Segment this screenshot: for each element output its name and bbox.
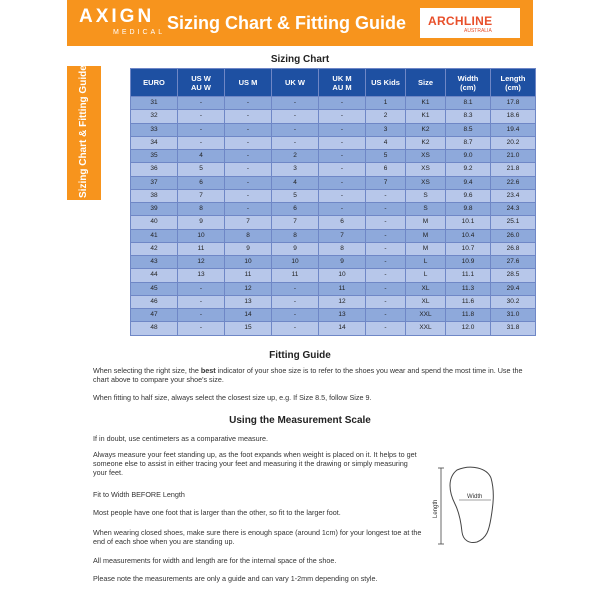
table-cell: M: [406, 242, 446, 255]
table-cell: 12: [319, 295, 366, 308]
sizing-chart-title: Sizing Chart: [270, 54, 330, 65]
table-cell: 7: [225, 216, 272, 229]
table-cell: -: [366, 242, 406, 255]
table-cell: 38: [131, 189, 178, 202]
table-cell: -: [366, 269, 406, 282]
table-cell: 13: [319, 309, 366, 322]
archline-logo: [420, 8, 520, 38]
measurement-title: Using the Measurement Scale: [229, 415, 371, 426]
table-cell: 7: [319, 229, 366, 242]
table-row: [131, 189, 536, 202]
table-cell: 6: [272, 203, 319, 216]
fitting-paragraph-1: [93, 366, 523, 384]
table-cell: 19.4: [491, 123, 536, 136]
table-row: [131, 322, 536, 335]
table-cell: -: [225, 97, 272, 110]
table-cell: 8.1: [446, 97, 491, 110]
table-cell: XL: [406, 282, 446, 295]
fitting-paragraph-2: When fitting to half size, always select the closest size up, e.g. If Size 8.5, follow Size 9.: [93, 393, 372, 402]
table-cell: -: [366, 203, 406, 216]
table-cell: 10.7: [446, 242, 491, 255]
table-cell: 46: [131, 295, 178, 308]
table-row: [131, 203, 536, 216]
table-cell: 3: [366, 123, 406, 136]
table-cell: -: [225, 136, 272, 149]
archline-brand: ARCHLINE: [428, 14, 493, 28]
table-cell: 35: [131, 150, 178, 163]
table-cell: 2: [366, 110, 406, 123]
measurement-paragraph: When wearing closed shoes, make sure there is enough space (around 1cm) for your longest toe at the end of each shoe when you are standing up.: [93, 528, 422, 546]
table-cell: 15: [225, 322, 272, 335]
table-row: [131, 242, 536, 255]
table-cell: -: [319, 176, 366, 189]
table-cell: K1: [406, 110, 446, 123]
measurement-paragraph: If in doubt, use centimeters as a comparative measure.: [93, 434, 268, 443]
table-cell: 9.0: [446, 150, 491, 163]
table-cell: -: [272, 123, 319, 136]
table-cell: 39: [131, 203, 178, 216]
table-cell: 31.0: [491, 309, 536, 322]
length-label: Length: [433, 499, 439, 518]
table-cell: -: [366, 189, 406, 202]
column-header: Width (cm): [446, 69, 491, 97]
table-cell: 11: [319, 282, 366, 295]
table-cell: 40: [131, 216, 178, 229]
table-cell: 21.0: [491, 150, 536, 163]
table-cell: 21.8: [491, 163, 536, 176]
table-cell: 7: [366, 176, 406, 189]
table-cell: -: [366, 322, 406, 335]
table-cell: 25.1: [491, 216, 536, 229]
table-cell: -: [366, 309, 406, 322]
side-tab: [67, 66, 101, 200]
table-cell: 8.3: [446, 110, 491, 123]
page-title: Sizing Chart & Fitting Guide: [167, 13, 406, 33]
header-banner: [67, 0, 533, 46]
table-cell: 4: [272, 176, 319, 189]
table-cell: 13: [178, 269, 225, 282]
table-cell: 11.1: [446, 269, 491, 282]
table-cell: 26.0: [491, 229, 536, 242]
table-cell: 9: [272, 242, 319, 255]
table-cell: 9.8: [446, 203, 491, 216]
table-cell: -: [319, 110, 366, 123]
table-cell: -: [178, 97, 225, 110]
table-cell: 4: [366, 136, 406, 149]
table-cell: 10: [319, 269, 366, 282]
side-tab-label: Sizing Chart & Fitting Guide: [78, 65, 89, 198]
table-cell: -: [225, 150, 272, 163]
sizing-table: [130, 68, 536, 336]
table-cell: 7: [178, 189, 225, 202]
table-cell: -: [366, 229, 406, 242]
table-cell: -: [225, 110, 272, 123]
table-cell: 3: [272, 163, 319, 176]
table-cell: 47: [131, 309, 178, 322]
table-cell: 10: [178, 229, 225, 242]
table-row: [131, 97, 536, 110]
table-cell: 6: [319, 216, 366, 229]
table-cell: 9: [225, 242, 272, 255]
table-cell: 8: [272, 229, 319, 242]
table-cell: -: [366, 256, 406, 269]
table-cell: -: [178, 309, 225, 322]
column-header: EURO: [131, 69, 178, 97]
foot-outline-icon: [450, 467, 493, 542]
table-cell: 11.6: [446, 295, 491, 308]
table-cell: S: [406, 189, 446, 202]
table-row: [131, 309, 536, 322]
table-cell: -: [225, 163, 272, 176]
table-cell: -: [225, 123, 272, 136]
table-cell: 9.4: [446, 176, 491, 189]
table-cell: 8: [178, 203, 225, 216]
table-row: [131, 295, 536, 308]
table-cell: 43: [131, 256, 178, 269]
table-cell: 11: [178, 242, 225, 255]
table-cell: 9.2: [446, 163, 491, 176]
table-cell: 42: [131, 242, 178, 255]
table-cell: -: [319, 189, 366, 202]
column-header: Size: [406, 69, 446, 97]
table-cell: 14: [225, 309, 272, 322]
table-cell: 1: [366, 97, 406, 110]
table-cell: 33: [131, 123, 178, 136]
archline-sub: AUSTRALIA: [464, 28, 492, 34]
table-cell: 10.9: [446, 256, 491, 269]
table-row: [131, 163, 536, 176]
measurement-paragraph: Always measure your feet standing up, as the foot expands when weight is placed on it. It helps to get someone else to assist in either tracing your feet and measuring it the drawing or simply measuring your feet.: [93, 450, 417, 477]
table-cell: 8: [225, 229, 272, 242]
table-row: [131, 123, 536, 136]
table-cell: XL: [406, 295, 446, 308]
table-cell: -: [178, 136, 225, 149]
table-cell: -: [178, 322, 225, 335]
table-cell: -: [272, 97, 319, 110]
column-header: US Kids: [366, 69, 406, 97]
table-cell: 37: [131, 176, 178, 189]
table-cell: 44: [131, 269, 178, 282]
width-label: Width: [467, 494, 483, 500]
table-cell: -: [178, 295, 225, 308]
table-cell: K2: [406, 136, 446, 149]
fitting-p1-bold: best: [200, 366, 216, 375]
table-cell: 22.6: [491, 176, 536, 189]
table-row: [131, 282, 536, 295]
column-header: UK M AU M: [319, 69, 366, 97]
table-cell: 7: [272, 216, 319, 229]
table-cell: 20.2: [491, 136, 536, 149]
table-cell: K2: [406, 123, 446, 136]
table-row: [131, 269, 536, 282]
table-cell: M: [406, 229, 446, 242]
table-cell: XXL: [406, 309, 446, 322]
table-cell: 10.4: [446, 229, 491, 242]
table-cell: 45: [131, 282, 178, 295]
table-cell: K1: [406, 97, 446, 110]
table-cell: 12: [225, 282, 272, 295]
table-cell: 2: [272, 150, 319, 163]
table-cell: -: [178, 123, 225, 136]
table-cell: -: [225, 176, 272, 189]
table-cell: 31: [131, 97, 178, 110]
sizing-guide-page: [67, 0, 533, 600]
table-cell: -: [272, 309, 319, 322]
table-cell: M: [406, 216, 446, 229]
table-cell: 30.2: [491, 295, 536, 308]
table-row: [131, 216, 536, 229]
table-cell: XS: [406, 163, 446, 176]
table-row: [131, 229, 536, 242]
table-cell: 11.3: [446, 282, 491, 295]
table-cell: -: [272, 295, 319, 308]
column-header: US W AU W: [178, 69, 225, 97]
table-cell: -: [272, 110, 319, 123]
table-cell: XS: [406, 176, 446, 189]
table-cell: 11: [272, 269, 319, 282]
table-cell: -: [272, 322, 319, 335]
table-cell: -: [319, 203, 366, 216]
table-cell: XS: [406, 150, 446, 163]
table-cell: 10.1: [446, 216, 491, 229]
table-cell: 9.6: [446, 189, 491, 202]
table-cell: 26.8: [491, 242, 536, 255]
table-cell: 12.0: [446, 322, 491, 335]
table-cell: 29.4: [491, 282, 536, 295]
table-cell: L: [406, 269, 446, 282]
table-cell: 13: [225, 295, 272, 308]
table-cell: 9: [178, 216, 225, 229]
table-row: [131, 150, 536, 163]
table-cell: -: [225, 189, 272, 202]
table-row: [131, 136, 536, 149]
table-cell: -: [366, 295, 406, 308]
table-cell: -: [272, 136, 319, 149]
column-header: Length (cm): [491, 69, 536, 97]
measurement-paragraph: All measurements for width and length are for the internal space of the shoe.: [93, 556, 337, 565]
table-cell: 18.6: [491, 110, 536, 123]
table-cell: 5: [272, 189, 319, 202]
table-cell: 8.5: [446, 123, 491, 136]
table-cell: 5: [366, 150, 406, 163]
column-header: US M: [225, 69, 272, 97]
table-cell: 4: [178, 150, 225, 163]
table-row: [131, 110, 536, 123]
fitting-guide-title: Fitting Guide: [269, 350, 331, 361]
table-row: [131, 256, 536, 269]
table-cell: 31.8: [491, 322, 536, 335]
table-cell: 36: [131, 163, 178, 176]
table-cell: 8.7: [446, 136, 491, 149]
table-cell: -: [178, 282, 225, 295]
table-cell: 5: [178, 163, 225, 176]
table-cell: -: [319, 150, 366, 163]
table-cell: -: [178, 110, 225, 123]
table-cell: 41: [131, 229, 178, 242]
table-cell: -: [319, 163, 366, 176]
measurement-paragraph: Fit to Width BEFORE Length: [93, 490, 185, 499]
table-cell: 10: [225, 256, 272, 269]
table-cell: 17.8: [491, 97, 536, 110]
table-cell: 12: [178, 256, 225, 269]
table-cell: 8: [319, 242, 366, 255]
table-cell: 11.8: [446, 309, 491, 322]
table-row: [131, 176, 536, 189]
table-cell: -: [319, 97, 366, 110]
table-cell: -: [319, 136, 366, 149]
measurement-paragraph: Please note the measurements are only a guide and can vary 1-2mm depending on style.: [93, 574, 378, 583]
axign-brand: AXIGN: [79, 6, 155, 27]
table-cell: -: [366, 216, 406, 229]
table-cell: 34: [131, 136, 178, 149]
table-cell: 10: [272, 256, 319, 269]
fitting-p1-before: When selecting the right size, the: [93, 366, 201, 375]
table-cell: L: [406, 256, 446, 269]
column-header: UK W: [272, 69, 319, 97]
table-cell: 28.5: [491, 269, 536, 282]
sizing-table-body: [131, 97, 536, 336]
table-cell: 6: [178, 176, 225, 189]
table-cell: XXL: [406, 322, 446, 335]
table-cell: 24.3: [491, 203, 536, 216]
table-cell: 27.6: [491, 256, 536, 269]
table-cell: 48: [131, 322, 178, 335]
table-cell: 23.4: [491, 189, 536, 202]
axign-sub: MEDICAL: [113, 29, 166, 36]
table-cell: -: [272, 282, 319, 295]
table-cell: S: [406, 203, 446, 216]
fitting-p1-after: indicator of your shoe size is to refer to the shoes you wear and spend the most time in. Use the chart above to compare your shoe's size.: [93, 366, 523, 384]
table-cell: -: [319, 123, 366, 136]
table-cell: 11: [225, 269, 272, 282]
table-cell: -: [225, 203, 272, 216]
measurement-paragraph: Most people have one foot that is larger than the other, so fit to the larger foot.: [93, 508, 341, 517]
foot-diagram: [429, 462, 509, 548]
table-cell: 32: [131, 110, 178, 123]
table-cell: -: [366, 282, 406, 295]
axign-logo: [79, 6, 166, 40]
table-cell: 6: [366, 163, 406, 176]
table-cell: 9: [319, 256, 366, 269]
sizing-table-header: [131, 69, 536, 97]
table-cell: 14: [319, 322, 366, 335]
